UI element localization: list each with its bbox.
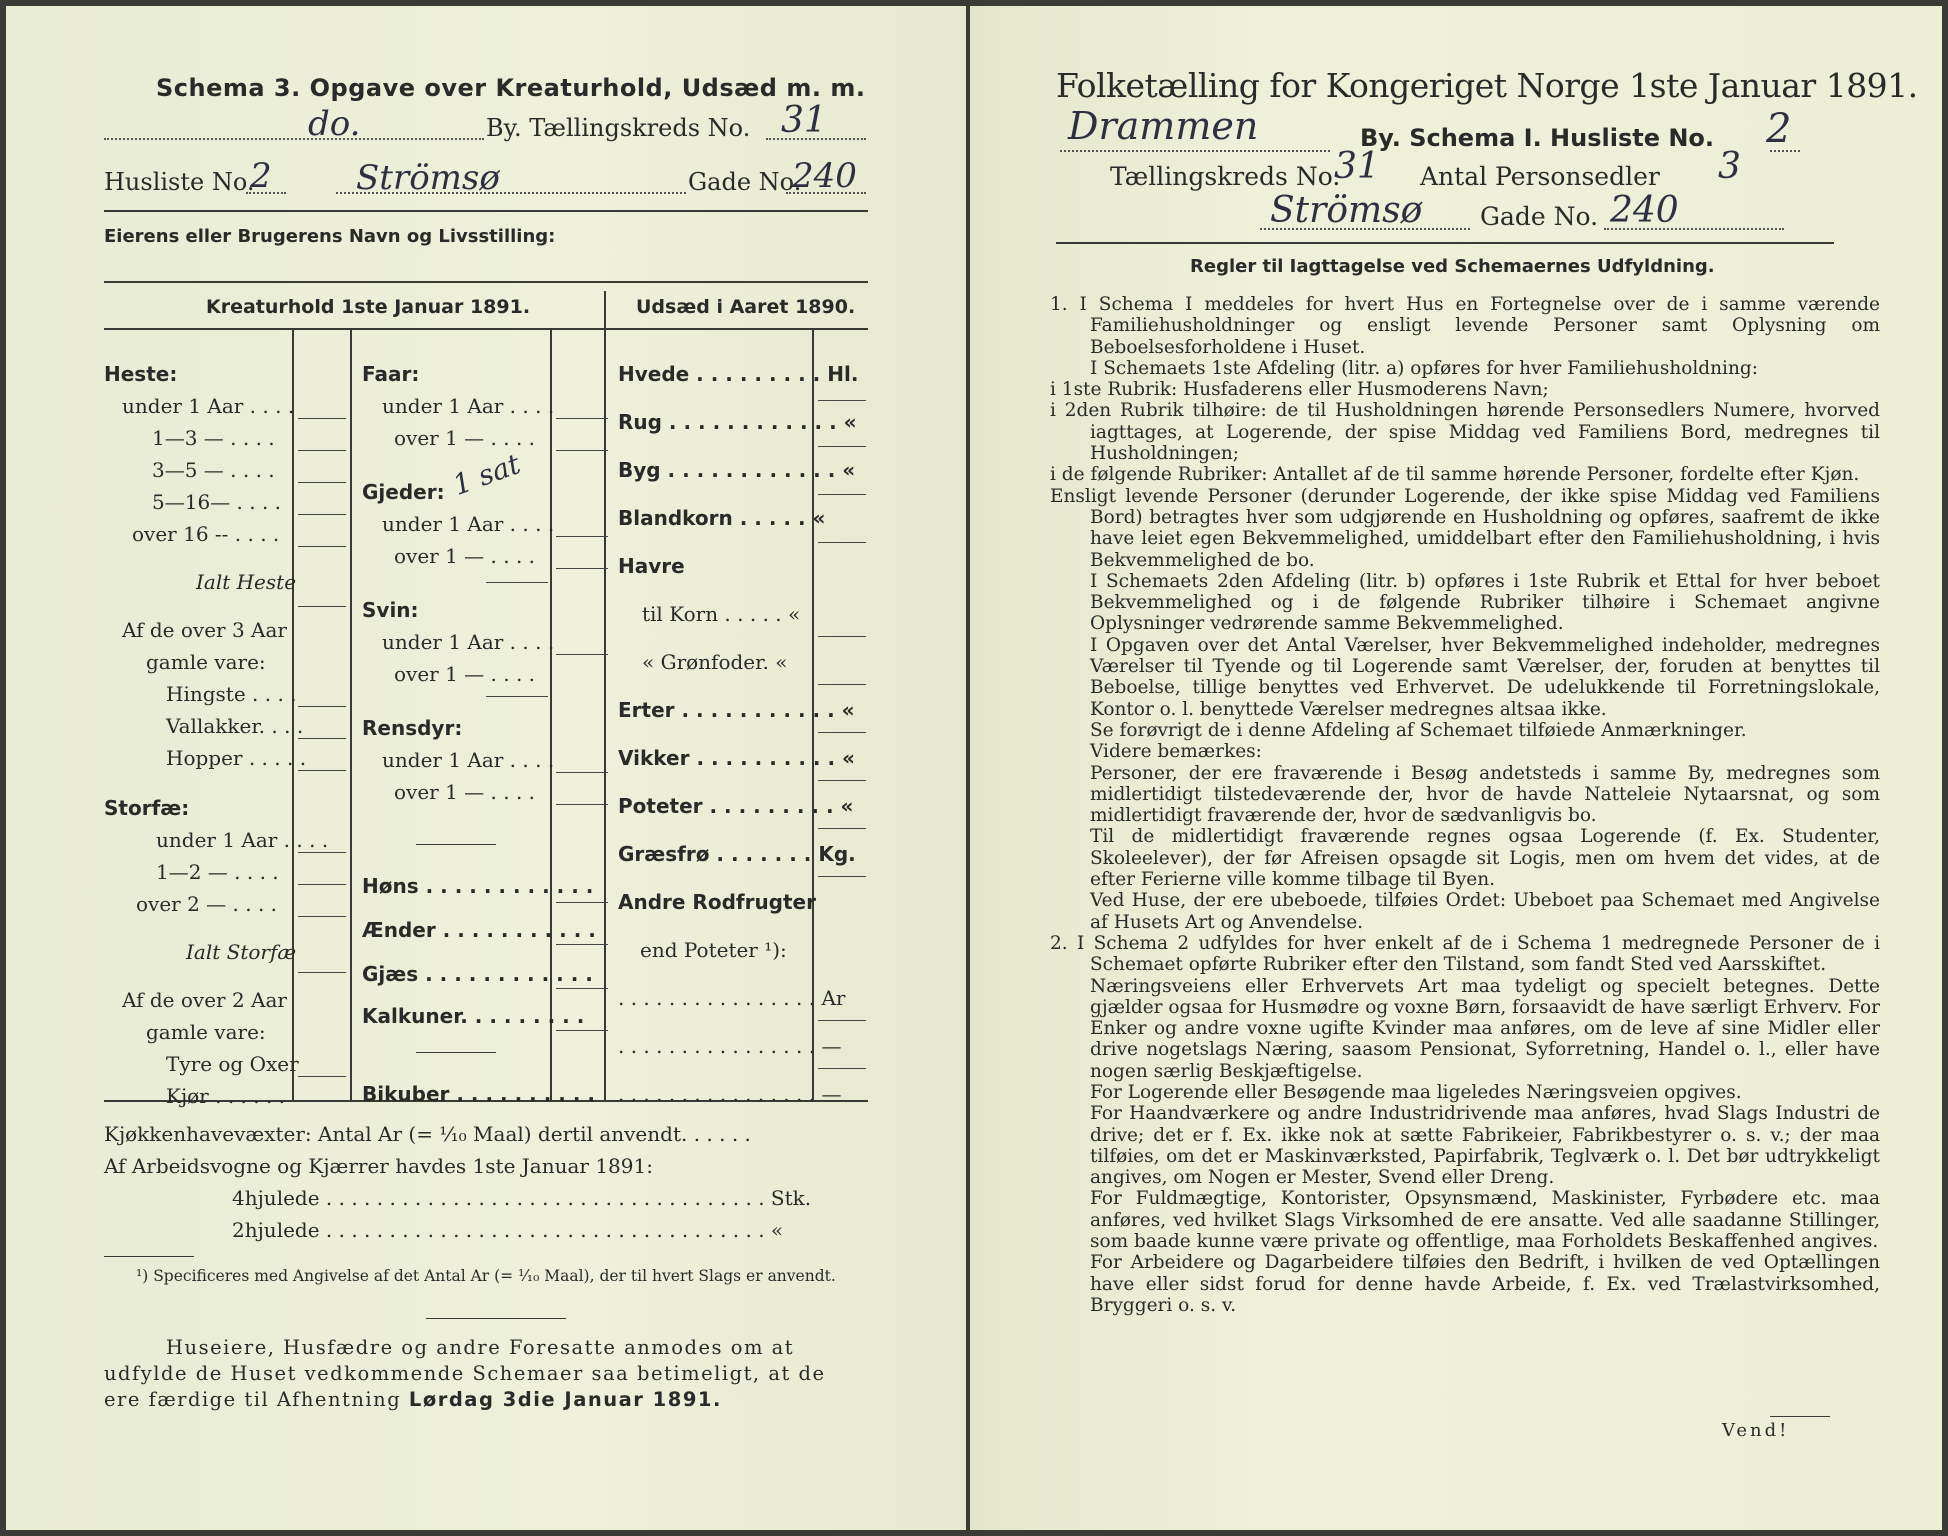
to-hjulede: 2hjulede . . . . . . . . . . . . . . . . . . . . . . . . . . . . . . . . . . . « <box>232 1218 784 1242</box>
left-page <box>6 6 966 1530</box>
closing-line-1: Huseiere, Husfædre og andre Foresatte anmodes om at <box>166 1336 795 1359</box>
rule-paragraph: i 2den Rubrik tilhøire: de til Husholdningen hørende Personsedlers Numere, hvorved iagttages, at Logerende, der spise Middag ved Familiens Bord, medregnes til Husholdningen; <box>1050 400 1880 465</box>
heste-label: Heste: <box>104 362 178 386</box>
col1-row: over 16 -- . . . . <box>132 522 280 546</box>
col1-row: Af de over 2 Aar <box>122 988 287 1012</box>
col3-row: « Grønfoder. « <box>642 650 788 674</box>
rensdyr-label: Rensdyr: <box>362 716 463 740</box>
faar-label: Faar: <box>362 362 420 386</box>
rule-paragraph: Se forøvrigt de i denne Afdeling af Schemaet tilføiede Anmærkninger. <box>1090 719 1747 741</box>
rule-paragraph: Ved Huse, der ere ubeboede, tilføies Ordet: Ubeboet paa Schemaet med Angivelse af Husets Art og Anvendelse. <box>1090 890 1880 933</box>
col1-row: gamle vare: <box>146 650 266 674</box>
rule-paragraph: Videre bemærkes: <box>1090 741 1262 763</box>
col1-row: 5—16— . . . . <box>152 490 282 514</box>
gjeder-label: Gjeder: <box>362 480 445 504</box>
col2-row: over 1 — . . . . <box>394 426 536 450</box>
col2-row: Høns . . . . . . . . . . . . <box>362 874 594 898</box>
col3-row: Andre Rodfrugter <box>618 890 816 914</box>
owner-label: Eierens eller Brugerens Navn og Livsstilling: <box>104 226 556 247</box>
rule-paragraph: For Arbeidere og Dagarbeidere tilføies den Bedrift, i hvilken de ved Optællingen have eller sidst forud for denne havde Arbeide, f. Ex. ved Trælastvirksomhed, Bryggeri o. s. v. <box>1090 1252 1880 1316</box>
ialt-heste: Ialt Heste <box>196 570 297 594</box>
husliste-handwritten: 2 <box>250 156 272 196</box>
col1-row: Hopper . . . . . <box>166 746 307 770</box>
col3-row: . . . . . . . . . . . . . . . . Ar <box>618 986 846 1010</box>
antal-label: Antal Personsedler <box>1420 162 1660 191</box>
gade-label: Gade No. <box>688 168 802 196</box>
footnote: ¹) Specificeres med Angivelse af det Antal Ar (= ¹⁄₁₀ Maal), der til hvert Slags er anvendt. <box>136 1267 836 1285</box>
husliste-handwritten: 2 <box>1766 106 1792 152</box>
rule-paragraph: For Logerende eller Besøgende maa ligeledes Næringsveien opgives. <box>1090 1081 1742 1103</box>
col2-row: under 1 Aar . . . . <box>382 512 555 536</box>
storfae-label: Storfæ: <box>104 796 190 820</box>
by-label: By. Tællingskreds No. <box>486 114 751 142</box>
closing-line-2: udfylde de Huset vedkommende Schemaer saa betimeligt, at de <box>104 1362 826 1385</box>
col2-row: over 1 — . . . . <box>394 544 536 568</box>
col1-row: Hingste . . . . <box>166 682 297 706</box>
col3-row: til Korn . . . . . « <box>642 602 801 626</box>
rule-paragraph: I Schemaets 1ste Afdeling (litr. a) opføres for hver Familiehusholdning: <box>1090 357 1758 379</box>
col1-row: over 2 — . . . . <box>136 892 278 916</box>
col3-row: Byg . . . . . . . . . . . . « <box>618 458 856 482</box>
arbeids-line: Af Arbeidsvogne og Kjærrer havdes 1ste Januar 1891: <box>104 1154 653 1178</box>
col3-row: Vikker . . . . . . . . . . « <box>618 746 855 770</box>
col1-row: 3—5 — . . . . <box>152 458 275 482</box>
kreds-label: Tællingskreds No. <box>1110 162 1341 191</box>
col3-row: Græsfrø . . . . . . . Kg. <box>618 842 856 866</box>
vend-text: Vend! <box>1722 1420 1790 1441</box>
left-title: Schema 3. Opgave over Kreaturhold, Udsæd m. m. <box>156 74 866 102</box>
by-handwritten: Drammen <box>1068 104 1259 148</box>
col3-row: Blandkorn . . . . . « <box>618 506 826 530</box>
col2-row: Kalkuner. . . . . . . . . <box>362 1004 585 1028</box>
col2-row: under 1 Aar . . . . <box>382 394 555 418</box>
gade-no-handwritten: 240 <box>792 156 857 196</box>
by-schema-label: By. Schema I. Husliste No. <box>1360 124 1715 152</box>
col3-row: end Poteter ¹): <box>640 938 787 962</box>
rule-paragraph: I Schemaets 2den Afdeling (litr. b) opføres i 1ste Rubrik et Ettal for hver beboet Bekvemmelighed og i de følgende Rubriker tilhøire i Schemaet angivne Oplysninger vedrørende samme Bekvemmelighed. <box>1090 570 1880 635</box>
gade-no-handwritten: 240 <box>1610 190 1679 231</box>
rule-paragraph: i de følgende Rubriker: Antallet af de til samme hørende Personer, fordelte efter Kjøn. <box>1050 464 1860 486</box>
rule-paragraph: Personer, der ere fraværende i Besøg andetsteds i samme By, medregnes som midlertidigt tilstedeværende der, hvor de havde Natteleie Nytaarsnat, og som midlertidigt fraværende der, hvor de sædvanligvis bo. <box>1090 762 1880 827</box>
col1-row: Kjør . . . . . . <box>166 1084 286 1108</box>
col2-row: under 1 Aar . . . . <box>382 630 555 654</box>
col1-row: 1—2 — . . . . <box>156 860 279 884</box>
gjeder-handwritten: 1 sat <box>448 447 525 502</box>
rule-paragraph: Næringsveiens eller Erhvervets Art maa tydeligt og specielt betegnes. Dette gjælder ogsaa for Husmødre og voxne Børn, forsaavidt de have særligt Erhverv. For Enker og andre voxne ugifte Kvinder maa anføres, om de leve af sine Midler eller drive nogetslags Næring, saasom Pensionat, Syforretning, Handel o. l., eller have nogen særlig Beskjæftigelse. <box>1090 975 1880 1082</box>
col3-row: Poteter . . . . . . . . . « <box>618 794 854 818</box>
right-page <box>970 6 1942 1530</box>
col3-row: Rug . . . . . . . . . . . . « <box>618 410 857 434</box>
col1-row: Tyre og Oxer <box>166 1052 299 1076</box>
rules-title: Regler til Iagttagelse ved Schemaernes Udfyldning. <box>1190 256 1715 277</box>
rule-paragraph: I Opgaven over det Antal Værelser, hver Bekvemmelighed indeholder, medregnes Værelser til Tyende og til Logerende samt Værelser, der, foruden at benyttes til Beboelse, tillige benyttes ved Erhvervet. De udelukkende til Forretningslokale, Kontor o. l. benyttede Værelser medregnes altsaa ikke. <box>1090 634 1880 720</box>
col3-row: Hvede . . . . . . . . . Hl. <box>618 362 859 386</box>
antal-handwritten: 3 <box>1718 146 1741 187</box>
kreatur-header: Kreaturhold 1ste Januar 1891. <box>206 296 531 318</box>
col2-row: over 1 — . . . . <box>394 780 536 804</box>
rule-paragraph: 2. I Schema 2 udfyldes for hver enkelt af de i Schema 1 medregnede Personer de i Schemaet opførte Rubriker efter den Tilstand, som fandt Sted ved Aarsskiftet. <box>1050 932 1880 976</box>
col3-row: . . . . . . . . . . . . . . . . — <box>618 1034 842 1058</box>
rule-paragraph: For Fuldmægtige, Kontorister, Opsynsmænd, Maskinister, Fyrbødere etc. maa anføres, ved hvilket Slags Virksomhed de ere ansatte. Ved alle saadanne Stillinger, som baade kunne være private og offentlige, maa Forholdets Beskaffenhed angives. <box>1090 1188 1880 1253</box>
rule-paragraph: 1. I Schema I meddeles for hvert Hus en Fortegnelse over de i samme værende Familiehusholdninger og ensligt levende Personer samt Oplysning om Beboelsesforholdene i Huset. <box>1050 294 1880 358</box>
kjokken-line: Kjøkkenhavevæxter: Antal Ar (= ¹⁄₁₀ Maal) dertil anvendt. . . . . . <box>104 1122 751 1146</box>
col2-row: under 1 Aar . . . . <box>382 748 555 772</box>
col3-row: Havre <box>618 554 685 578</box>
gade-handwritten: Strömsø <box>1270 190 1423 231</box>
rule-paragraph: Ensligt levende Personer (derunder Logerende, der ikke spise Middag ved Familiens Bord) betragtes hver som udgjørende en Husholdning og opføres, saafremt de ikke have leiet egen Bekvemmelighed, umiddelbart efter den Familiehusholdning, i hvis Bekvemmelighed de bo. <box>1050 485 1880 571</box>
rules-text <box>1050 294 1880 1316</box>
col2-row: over 1 — . . . . <box>394 662 536 686</box>
kreds-handwritten: 31 <box>1334 146 1380 187</box>
rule-paragraph: i 1ste Rubrik: Husfaderens eller Husmoderens Navn; <box>1050 379 1549 401</box>
col2-row: Gjæs . . . . . . . . . . . . <box>362 962 593 986</box>
gade-label: Gade No. <box>1480 202 1599 231</box>
col1-row: Af de over 3 Aar <box>122 618 287 642</box>
col2-row: Bikuber . . . . . . . . . . <box>362 1082 595 1106</box>
by-handwritten: do. <box>308 104 361 144</box>
ialt-storfae: Ialt Storfæ <box>186 940 297 964</box>
col1-row: under 1 Aar . . . . <box>156 828 329 852</box>
col1-row: under 1 Aar . . . . <box>122 394 295 418</box>
closing-line-3: ere færdige til Afhentning Lørdag 3die Januar 1891. <box>104 1388 722 1411</box>
rule-paragraph: For Haandværkere og andre Industridrivende maa anføres, hvad Slags Industri de drive; det er f. Ex. ikke nok at sætte Fabrikeier, Fabrikbestyrer o. s. v.; der maa tilføies, om det er Maskinværksted, Papirfabrik, Teglværk o. l. Det bør udtrykkeligt angives, om Nogen er Mester, Svend eller Dreng. <box>1090 1103 1880 1189</box>
col1-row: gamle vare: <box>146 1020 266 1044</box>
gade-handwritten: Strömsø <box>356 158 500 198</box>
udsaed-header: Udsæd i Aaret 1890. <box>636 296 856 318</box>
rule-paragraph: Til de midlertidigt fraværende regnes ogsaa Logerende (f. Ex. Studenter, Skoleelever), der før Afreisen opsagde sit Logis, men om hvem det vides, at de efter Ferierne ville komme tilbage til Byen. <box>1090 826 1880 891</box>
kreds-handwritten: 31 <box>781 100 827 141</box>
svin-label: Svin: <box>362 598 419 622</box>
right-title: Folketælling for Kongeriget Norge 1ste Januar 1891. <box>1056 66 1918 105</box>
col1-row: Vallakker. . . . <box>166 714 304 738</box>
col1-row: 1—3 — . . . . <box>152 426 275 450</box>
col2-row: Ænder . . . . . . . . . . . <box>362 918 596 942</box>
husliste-label: Husliste No. <box>104 168 255 196</box>
fire-hjulede: 4hjulede . . . . . . . . . . . . . . . . . . . . . . . . . . . . . . . . . . . Stk. <box>232 1186 812 1210</box>
col3-row: . . . . . . . . . . . . . . . . — <box>618 1082 842 1106</box>
col3-row: Erter . . . . . . . . . . . « <box>618 698 855 722</box>
